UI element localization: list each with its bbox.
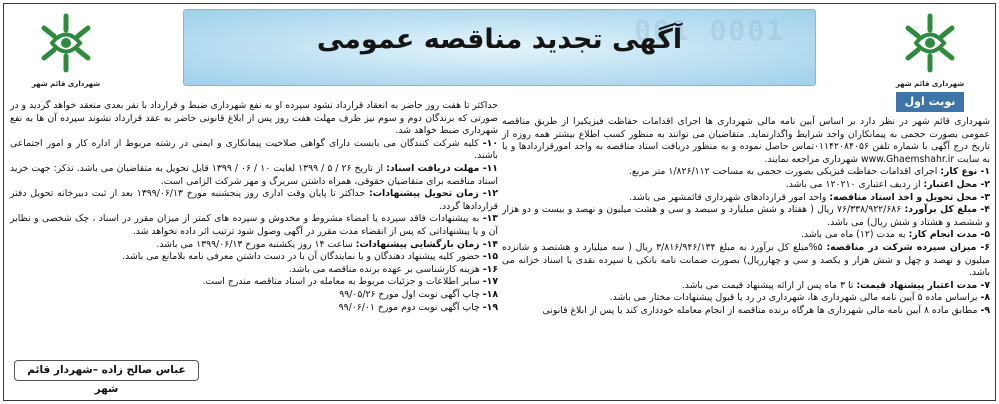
- logo-caption: شهرداری قائم شهر: [31, 80, 101, 88]
- list-item: [10, 188, 498, 213]
- logo-emblem-icon: [890, 8, 970, 78]
- list-item: [502, 280, 990, 293]
- item-text: به پیشنهادات فاقد سپرده یا امضاء مشروط و مخدوش و سپرده های کمتر از میزان مقرر در اسناد ، چک شخصی و نظایر آن و یا پیشنهاداتی که پس از انقضاء مدت مقرر در آگهی وصول شود ترتیب اثر داده نخواهد شد.: [10, 213, 498, 237]
- item-text: مطابق ماده ۸ آیین نامه مالی شهرداری ها هرگاه برنده مناقصه از انجام معامله خودداری کند یا پس از ابلاغ قانونی: [542, 304, 978, 316]
- item-text: از تاریخ ۲۶ / ۵ / ۱۳۹۹ لغایت ۱۰ / ۰۶ / ۱۳۹۹ قابل تحویل به متقاضیان می باشد. تذکر: جهت خرید اسناد مناقصه برای متقاضیان حقوقی، همراه داشتن سربرگ و مهر شرکت الزامی است.: [10, 162, 498, 187]
- list-item: [10, 251, 498, 264]
- list-item: [502, 305, 990, 318]
- municipality-logo-right: [890, 8, 970, 88]
- list-item: [502, 179, 990, 192]
- item-text: واحد امور قراردادهای شهرداری قائمشهر می باشد.: [629, 191, 827, 203]
- list-item: [502, 204, 990, 229]
- item-label: ۱۳-: [482, 213, 498, 225]
- item-text: چاپ آگهی نوبت اول مورخ ۹۹/۰۵/۲۶: [339, 288, 480, 300]
- item-label: ۸-: [980, 292, 990, 304]
- item-text: کلیه شرکت کنندگان می بایست دارای گواهی صلاحیت پیمانکاری و ایمنی در رشته مربوط از اداره کار و امور اجتماعی باشند.: [10, 137, 498, 162]
- list-item: [10, 213, 498, 238]
- item-label: ۳- محل تحویل و اخذ اسناد مناقصه:: [829, 191, 990, 203]
- item-text: چاپ آگهی نوبت دوم مورخ ۹۹/۰۶/۰۱: [338, 301, 480, 313]
- item-text: ۷۶/۳۳۸/۹۲۲/۶۸۶ ریال ( هفتاد و شش میلیارد و سیصد و سی و هشت میلیون و نهصد و بیست و دو هزار و ششصد و هشتاد و شش ریال) می باشد.: [502, 204, 990, 228]
- item-label: ۱- نوع کار:: [940, 166, 990, 178]
- list-item: [10, 163, 498, 188]
- banner-watermark: 001 0001: [634, 14, 785, 47]
- list-item: [10, 264, 498, 277]
- item-text: هزینه کارشناسی بر عهده برنده مناقصه می باشد.: [288, 263, 480, 275]
- item-label: ۲- محل اعتبار:: [923, 178, 990, 190]
- item-text: ساعت ۱۴ روز یکشنبه مورخ ۱۳۹۹/۰۶/۱۳ می باشد.: [156, 238, 353, 250]
- item-text: به مدت (۱۲) ماه می باشد.: [800, 229, 906, 241]
- item-text: ۵%مبلغ کل برآورد به مبلغ ۳/۸۱۶/۹۴۶/۱۳۴ ریال ( سه میلیارد و هشتصد و شانزده میلیون و نهصد و چهل و شش هزار و یکصد و سی و چهارریال) بصورت ضمانت نامه بانکی یا سپرده نقدی یا اسناد خزانه می باشد.: [502, 241, 990, 279]
- logo-emblem-icon: [26, 8, 106, 78]
- item-label: ۱۶-: [482, 263, 498, 275]
- list-item: [10, 302, 498, 315]
- intro-paragraph: شهرداری قائم شهر در نظر دارد بر اساس آیین نامه مالی شهرداری ها اجرای اقدامات حفاظت فیزیکیرا از طریق مناقصه عمومی بصورت حجمی به پیمانکاران واجد شرایط واگذارنماید. متقاضیان می توانند به منظور کسب اطلاع بیشتر همه روزه از تاریخ درج آگهی با شماره تلفن ۰۱۱۴۲۰۸۴۰۵۶تماس حاصل نموده و به منظور دریافت اسناد مناقصه به واحد امورقراردادها و یا به سایت www.Ghaemshahr.ir شهرداری مراجعه نمایند.: [502, 116, 990, 165]
- item-text: براساس ماده ۵ آیین نامه مالی شهرداری ها، شهرداری در رد یا قبول پیشنهادات مختار می باشد.: [609, 292, 978, 304]
- title-banner: [183, 9, 816, 86]
- municipality-logo-left: [26, 8, 106, 88]
- item-text: حداکثر تا پایان وقت اداری روز پنجشنبه مورخ ۱۳۹۹/۰۶/۱۳ بعد از ثبت دبیرخانه تحویل دفتر قراردادها گردد.: [10, 188, 498, 212]
- item-text: تا ۳ ماه پس از ارائه پیشنهاد قیمت می باشد.: [681, 279, 854, 291]
- item-text: سایر اطلاعات و جزئیات مربوط به معامله در اسناد مناقصه مندرج است.: [202, 276, 480, 288]
- item-label: ۱۷-: [482, 276, 498, 288]
- list-item: [10, 239, 498, 252]
- right-column: [502, 116, 990, 318]
- item-label: ۹-: [980, 304, 990, 316]
- item-label: ۱۵-: [482, 251, 498, 263]
- item-text: از ردیف اعتباری ۱۲۰۲۱۰ می باشد.: [785, 178, 921, 190]
- item-label: ۱۹-: [482, 301, 498, 313]
- item-label: ۷- مدت اعتبار پیشنهاد قیمت:: [856, 279, 990, 291]
- item-text: حضور کلیه پیشنهاد دهندگان و یا نمایندگان آن با در دست داشتن معرفی نامه بلامانع می باشد.: [122, 251, 480, 263]
- item-label: ۱۱- مهلت دریافت اسناد:: [386, 162, 498, 174]
- list-item: [10, 276, 498, 289]
- intro-paragraph: حداکثر تا هفت روز حاضر به انعقاد قرارداد نشود سپرده او به نفع شهرداری ضبط و قرارداد با نفر بعدی منعقد خواهد گردید و در صورتی که برندگان دوم و سوم نیز ظرف مهلت هفت روز پس از ابلاغ قانونی حاضر به عقد قرارداد نشوند سپرده آن ها به نفع شهرداری ضبط خواهد شد.: [10, 100, 498, 137]
- list-item: [502, 292, 990, 305]
- item-label: ۱۸-: [482, 288, 498, 300]
- list-item: [502, 192, 990, 205]
- item-label: ۱۲- زمان تحویل پیشنهادات:: [368, 188, 498, 200]
- page-title: آگهی تجدید مناقصه عمومی: [316, 24, 683, 55]
- list-item: [10, 289, 498, 302]
- item-text: اجرای اقدامات حفاظت فیزیکی بصورت حجمی به مساحت ۱/۸۲۶/۱۱۲ متر مربع.: [628, 166, 938, 178]
- item-label: ۴- مبلغ کل برآورد:: [904, 204, 990, 216]
- item-label: ۱۰-: [482, 137, 498, 149]
- logo-caption: شهرداری قائم شهر: [895, 80, 965, 88]
- mayor-signature: عباس صالح زاده –شهردار قائم شهر: [14, 360, 199, 381]
- list-item: [502, 229, 990, 242]
- edition-badge: نوبت اول: [896, 92, 964, 112]
- left-column: [10, 100, 498, 314]
- item-label: ۶- میزان سپرده شرکت در مناقصه:: [826, 241, 990, 253]
- item-label: ۱۴- زمان بازگشایی پیشنهادات:: [355, 238, 498, 250]
- item-label: ۵- مدت انجام کار:: [908, 229, 990, 241]
- list-item: [10, 138, 498, 163]
- list-item: [502, 242, 990, 280]
- list-item: [502, 166, 990, 179]
